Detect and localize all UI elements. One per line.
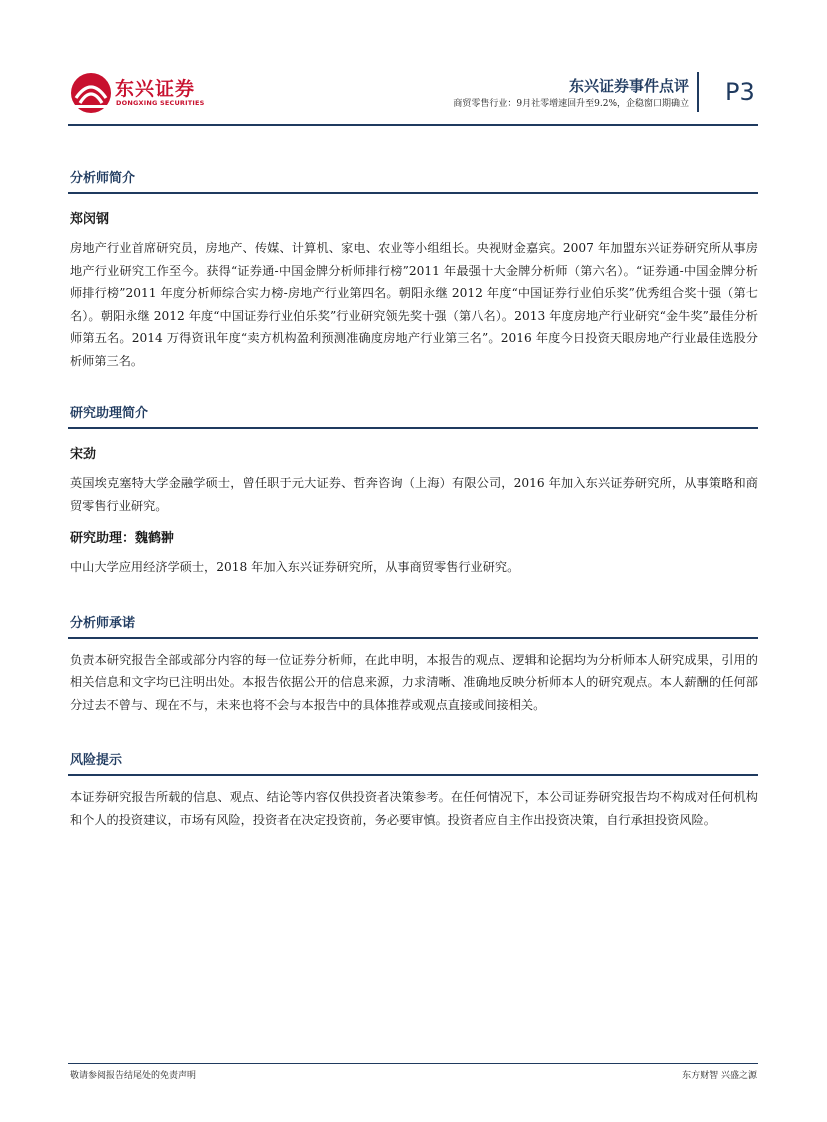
section-title: 研究助理简介 — [68, 392, 758, 429]
risk-text: 本证券研究报告所载的信息、观点、结论等内容仅供投资者决策参考。在任何情况下，本公司证券研究报告均不构成对任何机构和个人的投资建议，市场有风险，投资者在决定投资前，务必要审慎。投资者应自主作出投资决策，自行承担投资风险。 — [70, 790, 758, 827]
assistant-bio: 英国埃克塞特大学金融学硕士，曾任职于元大证券、哲奔咨询（上海）有限公司，2016 年加入东兴证券研究所，从事策略和商贸零售行业研究。 — [70, 476, 758, 513]
section-title: 分析师承诺 — [68, 602, 758, 639]
logo-english-text: DONGXING SECURITIES — [116, 99, 205, 107]
page-header — [0, 0, 827, 128]
document-subtitle: 商贸零售行业：9月社零增速回升至9.2%，企稳窗口期确立 — [453, 99, 689, 109]
commitment-text: 负责本研究报告全部或部分内容的每一位证券分析师，在此申明，本报告的观点、逻辑和论据均为分析师本人研究成果，引用的相关信息和文字均已注明出处。本报告依据公开的信息来源，力求清晰、准确地反映分析师本人的研究观点。本人薪酬的任何部分过去不曾与、现在不与，未来也将不会与本报告中的具体推荐或观点直接或间接相关。 — [70, 652, 758, 712]
section-assistant-intro — [68, 392, 758, 579]
document-type: 东兴证券事件点评 — [568, 77, 689, 95]
section-title: 分析师简介 — [68, 157, 758, 194]
assistant-bio-2: 中山大学应用经济学硕士，2018 年加入东兴证券研究所，从事商贸零售行业研究。 — [70, 560, 520, 574]
section-risk-warning — [68, 739, 758, 831]
page-content — [68, 150, 758, 831]
analyst-name: 郑闵钢 — [70, 212, 110, 227]
logo-chinese-text: 东兴证券 — [115, 78, 196, 100]
header-rule — [68, 124, 758, 126]
footer-rule — [68, 1063, 758, 1064]
assistant-name-2: 研究助理：魏鹤翀 — [70, 531, 175, 546]
logo-mark-icon — [70, 72, 112, 114]
footer-slogan: 东方财智 兴盛之源 — [682, 1071, 757, 1081]
page-number: P3 — [725, 78, 755, 106]
analyst-bio: 房地产行业首席研究员，房地产、传媒、计算机、家电、农业等小组组长。央视财金嘉宾。2007 年加盟东兴证券研究所从事房地产行业研究工作至今。获得“证券通-中国金牌分析师排行榜”2011 年最强十大金牌分析师（第六名）。“证券通-中国金牌分析师排行榜”2011 年度分析师综合实力榜-房地产行业第四名。朝阳永继 2012 年度“中国证券行业伯乐奖”优秀组合奖十强（第七名）。朝阳永继 2012 年度“中国证券行业伯乐奖”行业研究领先奖十强（第八名）。2013 年度房地产行业研究“金牛奖”最佳分析师第五名。2014 万得资讯年度“卖方机构盈利预测准确度房地产行业第三名”。2016 年度今日投资天眼房地产行业最佳选股分析师第三名。 — [70, 241, 758, 368]
company-logo — [70, 72, 270, 118]
section-analyst-intro — [68, 157, 758, 372]
assistant-name: 宋劲 — [70, 447, 97, 462]
footer-disclaimer-note: 敬请参阅报告结尾处的免责声明 — [70, 1071, 197, 1081]
section-analyst-commitment — [68, 602, 758, 717]
header-divider — [697, 72, 699, 112]
section-title: 风险提示 — [68, 739, 758, 776]
